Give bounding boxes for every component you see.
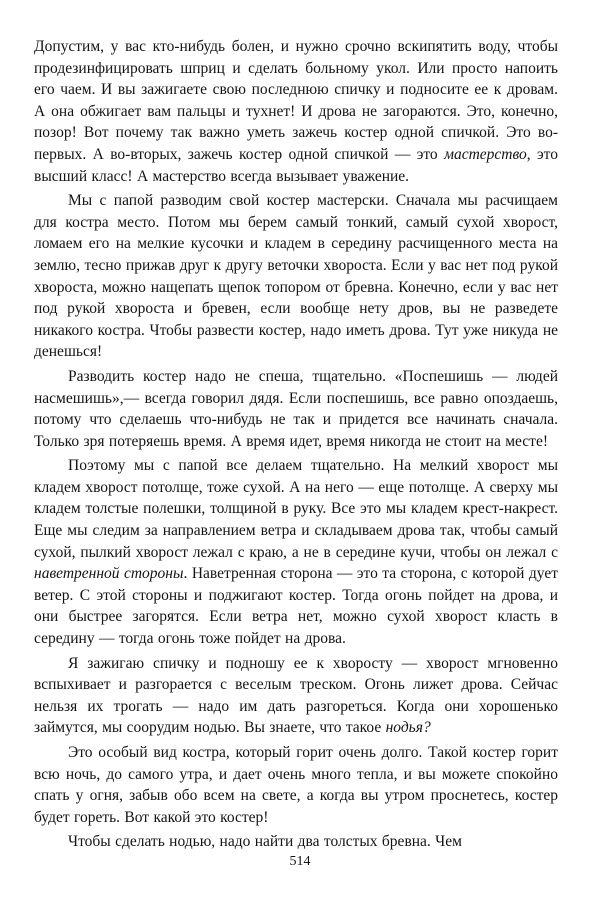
page-number: 514 <box>289 854 311 869</box>
paragraph-4-text-b: . Наветренная сторона — это та сторона, с которой дует ветер. С этой стороны и поджигают костер. Тогда огонь пойдет на дрова, и они быстрее загорятся. Если ветра нет, можно сухой хворост класть в середину — тогда огонь тоже пойдет на дрова. <box>34 565 558 648</box>
paragraph-6-text: Это особый вид костра, который горит очень долго. Такой костер горит всю ночь, до самого утра, и дает очень много тепла, и вы можете спокойно спать у огня, забыв обо всем на свете, а когда вы утром проснетесь, костер будет гореть. Вот какой это костер! <box>34 744 558 826</box>
paragraph-7-text: Чтобы сделать нодью, надо найти два толстых бревна. Чем <box>68 833 462 851</box>
paragraph-4-italic-term: наветренной стороны <box>34 565 184 583</box>
page-text <box>34 36 558 853</box>
paragraph-1 <box>34 36 558 187</box>
paragraph-6 <box>34 742 558 828</box>
paragraph-7 <box>34 831 558 853</box>
paragraph-4-text-a: Поэтому мы с папой все делаем тщательно. На мелкий хворост мы кладем хворост потолще, тоже сухой. А на него — еще потолще. А сверху мы кладем толстые полешки, толщиной в руку. Все это мы кладем крест-накрест. Еще мы следим за направлением ветра и складываем дрова так, чтобы самый сухой, пылкий хворост лежал с краю, а не в середине кучи, чтобы он лежал с <box>34 457 558 561</box>
paragraph-3-text: Разводить костер надо не спеша, тщательно. «Поспешишь — людей насмешишь»,— всегда говорил дядя. Если поспешишь, все равно опоздаешь, потому что сделаешь что-нибудь не так и придется все начинать сначала. Только зря потеряешь время. А время идет, время никогда не стоит на месте! <box>34 367 558 450</box>
paragraph-5-italic-term: нодья? <box>385 719 431 737</box>
paragraph-1-italic-term: мастерство <box>444 145 527 163</box>
paragraph-2-text: Мы с папой разводим свой костер мастерски. Сначала мы расчищаем для костра место. Потом мы берем самый тонкий, самый сухой хворост, ломаем его на мелкие кусочки и кладем в середину расчищенного места на землю, тесно прижав друг к другу веточки хвороста. Если у вас нет под рукой хвороста, можно нащепать щепок топором от бревна. Конечно, если у вас нет под рукой хвороста и бревен, если вообще нету дров, вы не разведете никакого костра. Чтобы развести костер, надо иметь дрова. Тут уже никуда не денешься! <box>34 192 558 361</box>
paragraph-3 <box>34 366 558 452</box>
paragraph-1-text-b: , это высший класс! А мастерство всегда вызывает уважение. <box>34 145 558 185</box>
paragraph-5 <box>34 653 558 739</box>
paragraph-1-text-a: Допустим, у вас кто-нибудь болен, и нужно срочно вскипятить воду, чтобы продезинфицировать шприц и сделать больному укол. Или просто напоить его чаем. И вы зажигаете свою последнюю спичку и подносите ее к дровам. А она обжигает вам пальцы и тухнет! И дрова не загораются. Это, конечно, позор! Вот почему так важно уметь зажечь костер одной спичкой. Это во-первых. А во-вторых, зажечь костер одной спичкой — это <box>34 38 558 163</box>
paragraph-5-text-a: Я зажигаю спичку и подношу ее к хворосту — хворост мгновенно вспыхивает и разгорается с веселым треском. Огонь лижет дрова. Сейчас нельзя их трогать — надо им дать разгореться. Когда они хорошенько займутся, мы соорудим нодью. Вы знаете, что такое <box>34 654 558 737</box>
paragraph-4 <box>34 455 558 649</box>
paragraph-2 <box>34 190 558 363</box>
